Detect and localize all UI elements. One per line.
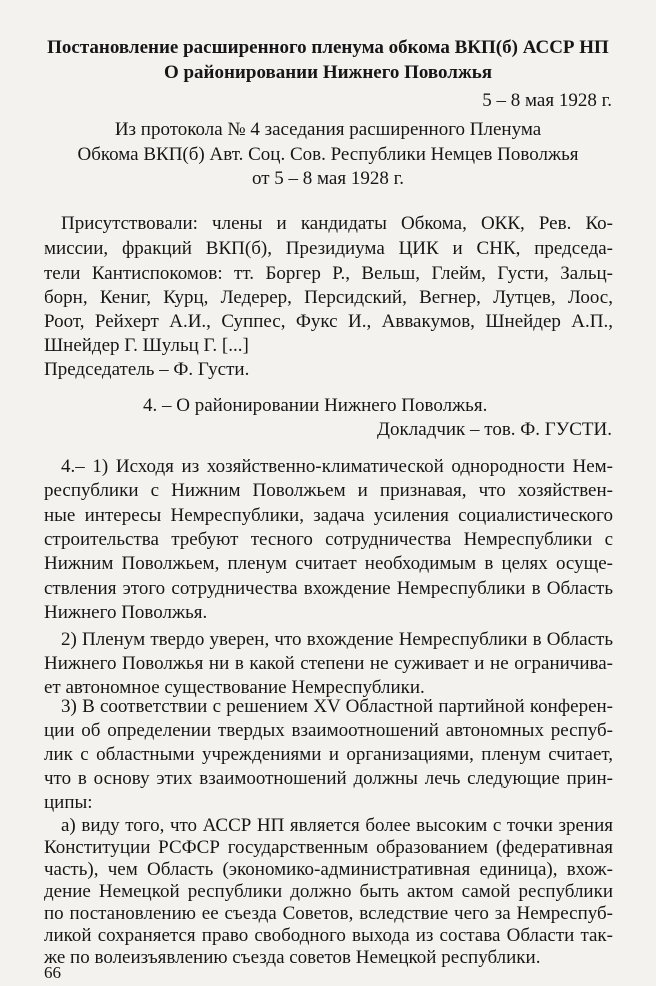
attendees-line: Присутствовали: члены и кандидаты Обкома, ОКК, Рев. Ко- bbox=[61, 213, 613, 234]
attendees-line: тели Кантиспокомов: тт. Боргер Р., Вельш, Глейм, Густи, Зальц- bbox=[44, 263, 613, 284]
page-number: 66 bbox=[44, 963, 61, 982]
attendees-line: Шнейдер Г. Шульц Г. [...] bbox=[44, 335, 249, 356]
resolution-pa-line: дение Немецкой республики должно быть актом самой республики bbox=[44, 881, 613, 902]
speaker: Докладчик – тов. Ф. ГУСТИ. bbox=[377, 419, 612, 440]
resolution-p2-line: Нижнего Поволжья ни в какой степени не суживает и не ограничива- bbox=[44, 653, 613, 674]
resolution-p2-line: 2) Пленум твердо уверен, что вхождение Немреспублики в Область bbox=[61, 629, 613, 650]
attendees-line: Роот, Рейхерт А.И., Суппес, Фукс И., Аввакумов, Шнейдер А.П., bbox=[44, 311, 613, 332]
resolution-pa-line: ликой сохраняется право свободного выхода из состава Области так- bbox=[44, 925, 613, 946]
resolution-p1-line: ные интересы Немреспублики, задача усиления социалистического bbox=[44, 505, 613, 526]
resolution-p2-line: ет автономное существование Немреспублики. bbox=[44, 677, 425, 698]
resolution-p1-line: ствления этого сотрудничества вхождение Немреспублики в Область bbox=[44, 578, 613, 599]
document-date: 5 – 8 мая 1928 г. bbox=[482, 90, 612, 111]
document-title-line-1: Постановление расширенного пленума обкома ВКП(б) АССР НП bbox=[47, 37, 609, 58]
resolution-p1-line: 4.– 1) Исходя из хозяйственно-климатической однородности Нем- bbox=[61, 456, 613, 477]
resolution-p1-line: Нижнего Поволжья. bbox=[44, 602, 208, 623]
resolution-p3-line: 3) В соответствии с решением XV Областной партийной конферен- bbox=[61, 696, 613, 717]
resolution-pa-line: же по волеизъявлению съезда советов Немецкой республики. bbox=[44, 947, 541, 968]
resolution-p1-line: строительства требуют тесного сотрудничества Немреспублики с bbox=[44, 529, 613, 550]
resolution-p3-line: что в основу этих взаимоотношений должны лечь следующие прин- bbox=[44, 768, 613, 789]
resolution-pa-line: Конституции РСФСР государственным образованием (федеративная bbox=[44, 837, 613, 858]
protocol-line-1: Из протокола № 4 заседания расширенного Пленума bbox=[114, 119, 542, 140]
protocol-line-3: от 5 – 8 мая 1928 г. bbox=[251, 168, 405, 189]
resolution-pa-line: по постановлению ее съезда Советов, вследствие чего за Немреспуб- bbox=[44, 903, 613, 924]
chairman: Председатель – Ф. Густи. bbox=[44, 359, 250, 380]
resolution-pa-line: часть), чем Область (экономико-административная единица), вхож- bbox=[44, 859, 613, 880]
protocol-line-2: Обкома ВКП(б) Авт. Соц. Сов. Республики Немцев Поволжья bbox=[77, 144, 579, 165]
resolution-p1-line: Нижним Поволжьем, пленум считает необходимым в целях осуще- bbox=[44, 553, 613, 574]
attendees-line: миссии, фракций ВКП(б), Президиума ЦИК и СНК, председа- bbox=[44, 238, 613, 259]
resolution-p3-line: лик с областными учреждениями и организациями, пленум считает, bbox=[44, 744, 613, 765]
resolution-p1-line: республики с Нижним Поволжьем и признавая, что хозяйствен- bbox=[44, 480, 613, 501]
document-title-line-2: О районировании Нижнего Поволжья bbox=[163, 62, 493, 83]
resolution-p3-line: ципы: bbox=[44, 792, 93, 813]
resolution-p3-line: ции об определении твердых взаимоотношений автономных респуб- bbox=[44, 720, 613, 741]
attendees-line: борн, Кениг, Курц, Ледерер, Персидский, Вегнер, Лутцев, Лоос, bbox=[44, 287, 613, 308]
agenda-item: 4. – О районировании Нижнего Поволжья. bbox=[143, 395, 488, 416]
resolution-pa-line: а) виду того, что АССР НП является более высоким с точки зрения bbox=[61, 815, 613, 836]
